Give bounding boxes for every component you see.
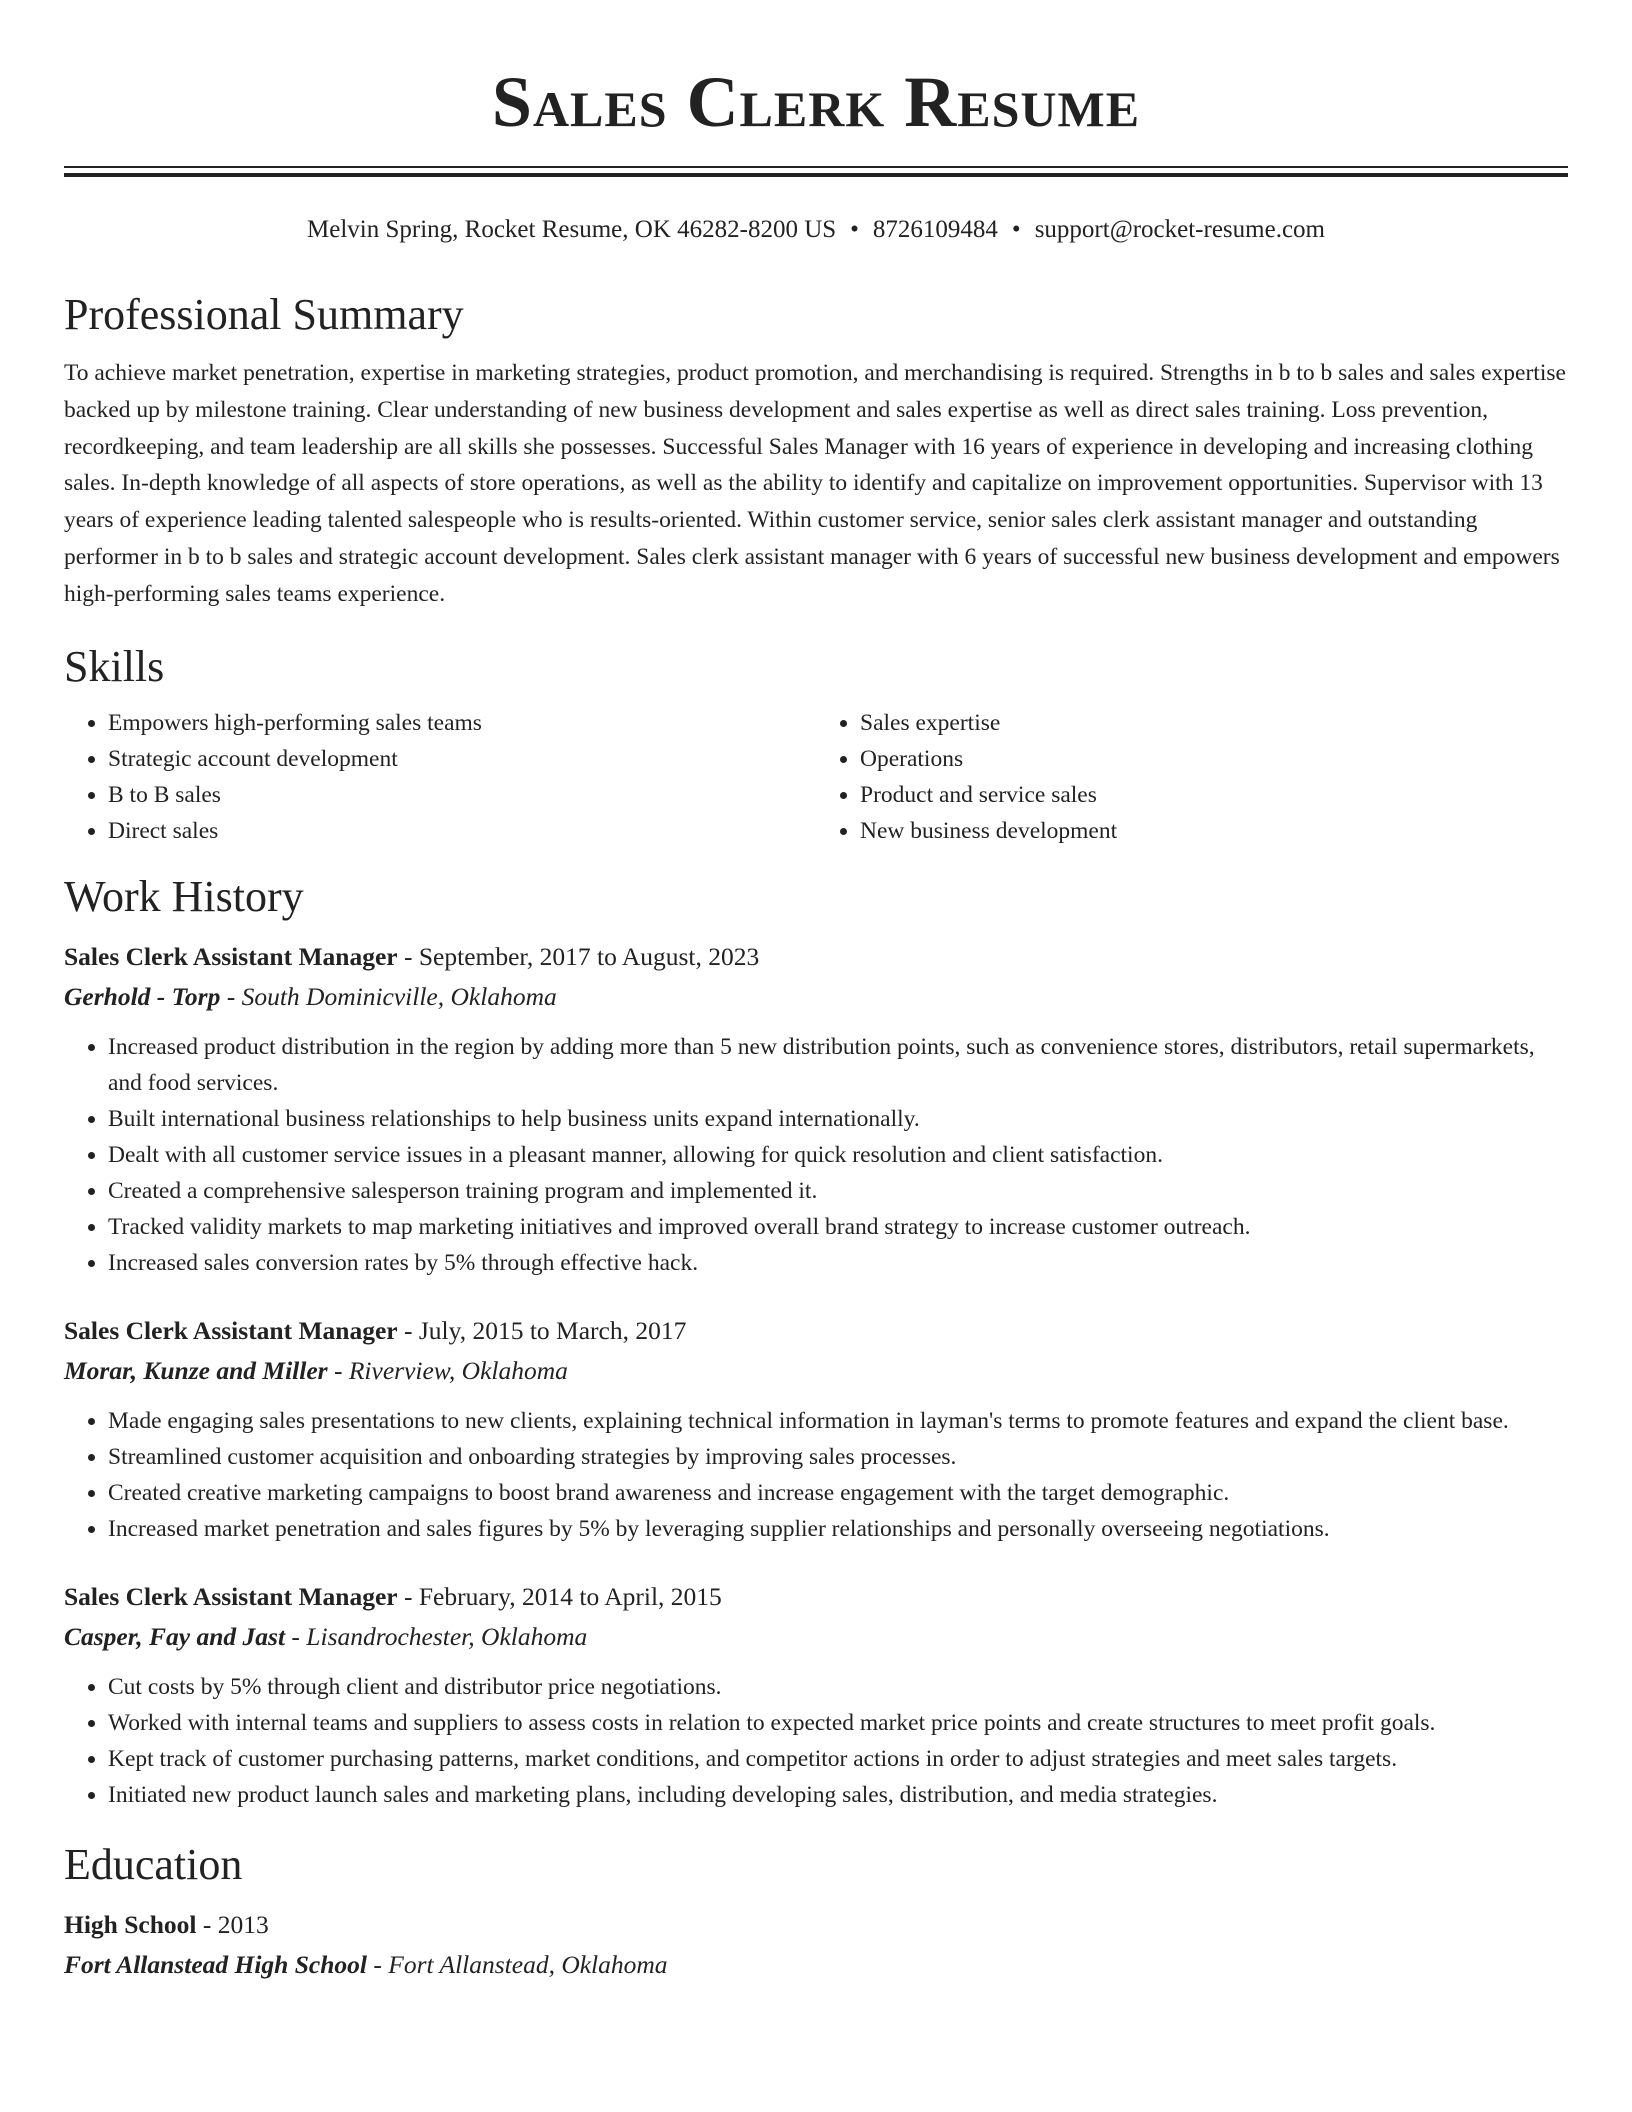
skill-item: • Strategic account development: [108, 741, 816, 777]
job-entry: [64, 939, 1568, 1281]
job-bullets: [64, 1029, 1568, 1281]
education-degree: High School: [64, 1909, 197, 1939]
job-bullet: • Increased sales conversion rates by 5% through effective hack.: [108, 1245, 1568, 1281]
education-school-line: Fort Allanstead High School - Fort Allanstead, Oklahoma: [64, 1949, 668, 1979]
job-location: Lisandrochester, Oklahoma: [306, 1621, 588, 1651]
skill-item: • B to B sales: [108, 777, 816, 813]
job-dates: September, 2017 to August, 2023: [418, 941, 760, 971]
job-title: Sales Clerk Assistant Manager: [64, 941, 398, 971]
job-entry: [64, 1579, 1568, 1813]
education-location: Fort Allanstead, Oklahoma: [388, 1949, 668, 1979]
contact-separator: •: [850, 216, 859, 243]
skills-list-right: [816, 705, 1568, 849]
job-company: Casper, Fay and Jast: [64, 1621, 286, 1651]
job-bullet: • Created a comprehensive salesperson training program and implemented it.: [108, 1173, 1568, 1209]
skills-heading: Skills: [64, 641, 165, 691]
job-title: Sales Clerk Assistant Manager: [64, 1581, 398, 1611]
job-company-line: Casper, Fay and Jast - Lisandrochester, Oklahoma: [64, 1621, 588, 1651]
resume-title: Sales Clerk Resume: [491, 62, 1141, 142]
education-year: 2013: [217, 1909, 269, 1939]
job-bullets: [64, 1403, 1568, 1547]
contact-email: support@rocket-resume.com: [1034, 216, 1325, 243]
job-bullet: • Streamlined customer acquisition and onboarding strategies by improving sales processes.: [108, 1439, 1568, 1475]
skill-item: • Product and service sales: [860, 777, 1568, 813]
skill-item: • Empowers high-performing sales teams: [108, 705, 816, 741]
job-bullet: • Kept track of customer purchasing patterns, market conditions, and competitor actions in order to adjust strategies and meet sales targets.: [108, 1741, 1568, 1777]
job-location: Riverview, Oklahoma: [348, 1355, 568, 1385]
skill-item: • Direct sales: [108, 813, 816, 849]
skills-columns: [64, 705, 1568, 849]
job-location: South Dominicville, Oklahoma: [241, 981, 557, 1011]
contact-line: [64, 213, 1568, 247]
job-bullet: • Increased product distribution in the region by adding more than 5 new distribution points, such as convenience stores, distributors, retail supermarkets, and food services.: [108, 1029, 1568, 1101]
skill-item: • Sales expertise: [860, 705, 1568, 741]
job-company-line: Morar, Kunze and Miller - Riverview, Oklahoma: [64, 1355, 568, 1385]
job-bullet: • Initiated new product launch sales and marketing plans, including developing sales, distribution, and media strategies.: [108, 1777, 1568, 1813]
job-bullet: • Tracked validity markets to map marketing initiatives and improved overall brand strategy to increase customer outreach.: [108, 1209, 1568, 1245]
job-company-line: Gerhold - Torp - South Dominicville, Oklahoma: [64, 981, 557, 1011]
work-history-heading: Work History: [64, 871, 304, 921]
job-title-line: Sales Clerk Assistant Manager - July, 2015 to March, 2017: [64, 1315, 687, 1345]
title-divider: [64, 166, 1568, 177]
job-bullet: • Worked with internal teams and suppliers to assess costs in relation to expected market price points and create structures to meet profit goals.: [108, 1705, 1568, 1741]
education-school: Fort Allanstead High School: [64, 1949, 367, 1979]
skill-item: • New business development: [860, 813, 1568, 849]
education-degree-line: High School - 2013: [64, 1909, 269, 1939]
job-title-line: Sales Clerk Assistant Manager - September, 2017 to August, 2023: [64, 941, 760, 971]
job-bullet: • Created creative marketing campaigns to boost brand awareness and increase engagement with the target demographic.: [108, 1475, 1568, 1511]
title-divider-thin: [64, 166, 1568, 168]
title-divider-thick: [64, 173, 1568, 177]
job-title-line: Sales Clerk Assistant Manager - February, 2014 to April, 2015: [64, 1581, 722, 1611]
job-dates: July, 2015 to March, 2017: [418, 1315, 687, 1345]
job-bullet: • Made engaging sales presentations to new clients, explaining technical information in layman's terms to promote features and expand the client base.: [108, 1403, 1568, 1439]
job-bullet: • Built international business relationships to help business units expand internationally.: [108, 1101, 1568, 1137]
job-bullet: • Increased market penetration and sales figures by 5% by leveraging supplier relationships and personally overseeing negotiations.: [108, 1511, 1568, 1547]
skills-list-left: [64, 705, 816, 849]
job-bullet: • Dealt with all customer service issues in a pleasant manner, allowing for quick resolution and client satisfaction.: [108, 1137, 1568, 1173]
job-entry: [64, 1313, 1568, 1547]
contact-phone: 8726109484: [872, 216, 998, 243]
summary-text: To achieve market penetration, expertise in marketing strategies, product promotion, and merchandising is required. Strengths in b to b sales and sales expertise backed up by milestone training. Clear understanding of new business development and sales expertise as well as direct sales training. Loss prevention, recordkeeping, and team leadership are all skills she possesses. Successful Sales Manager with 16 years of experience in developing and increasing clothing sales. In-depth knowledge of all aspects of store operations, as well as the ability to identify and capitalize on improvement opportunities. Supervisor with 13 years of experience leading talented salespeople who is results-oriented. Within customer service, senior sales clerk assistant manager and outstanding performer in b to b sales and strategic account development. Sales clerk assistant manager with 6 years of successful new business development and empowers high-performing sales teams experience.: [64, 360, 1566, 607]
job-bullets: [64, 1669, 1568, 1813]
job-dates: February, 2014 to April, 2015: [418, 1581, 722, 1611]
summary-heading: Professional Summary: [64, 290, 464, 339]
job-company: Morar, Kunze and Miller: [64, 1355, 328, 1385]
job-title: Sales Clerk Assistant Manager: [64, 1315, 398, 1345]
job-bullet: • Cut costs by 5% through client and distributor price negotiations.: [108, 1669, 1568, 1705]
contact-address: Melvin Spring, Rocket Resume, OK 46282-8200 US: [307, 216, 837, 243]
contact-separator: •: [1011, 216, 1021, 243]
job-company: Gerhold - Torp: [64, 981, 221, 1011]
education-heading: Education: [64, 1839, 243, 1889]
skill-item: • Operations: [860, 741, 1568, 777]
